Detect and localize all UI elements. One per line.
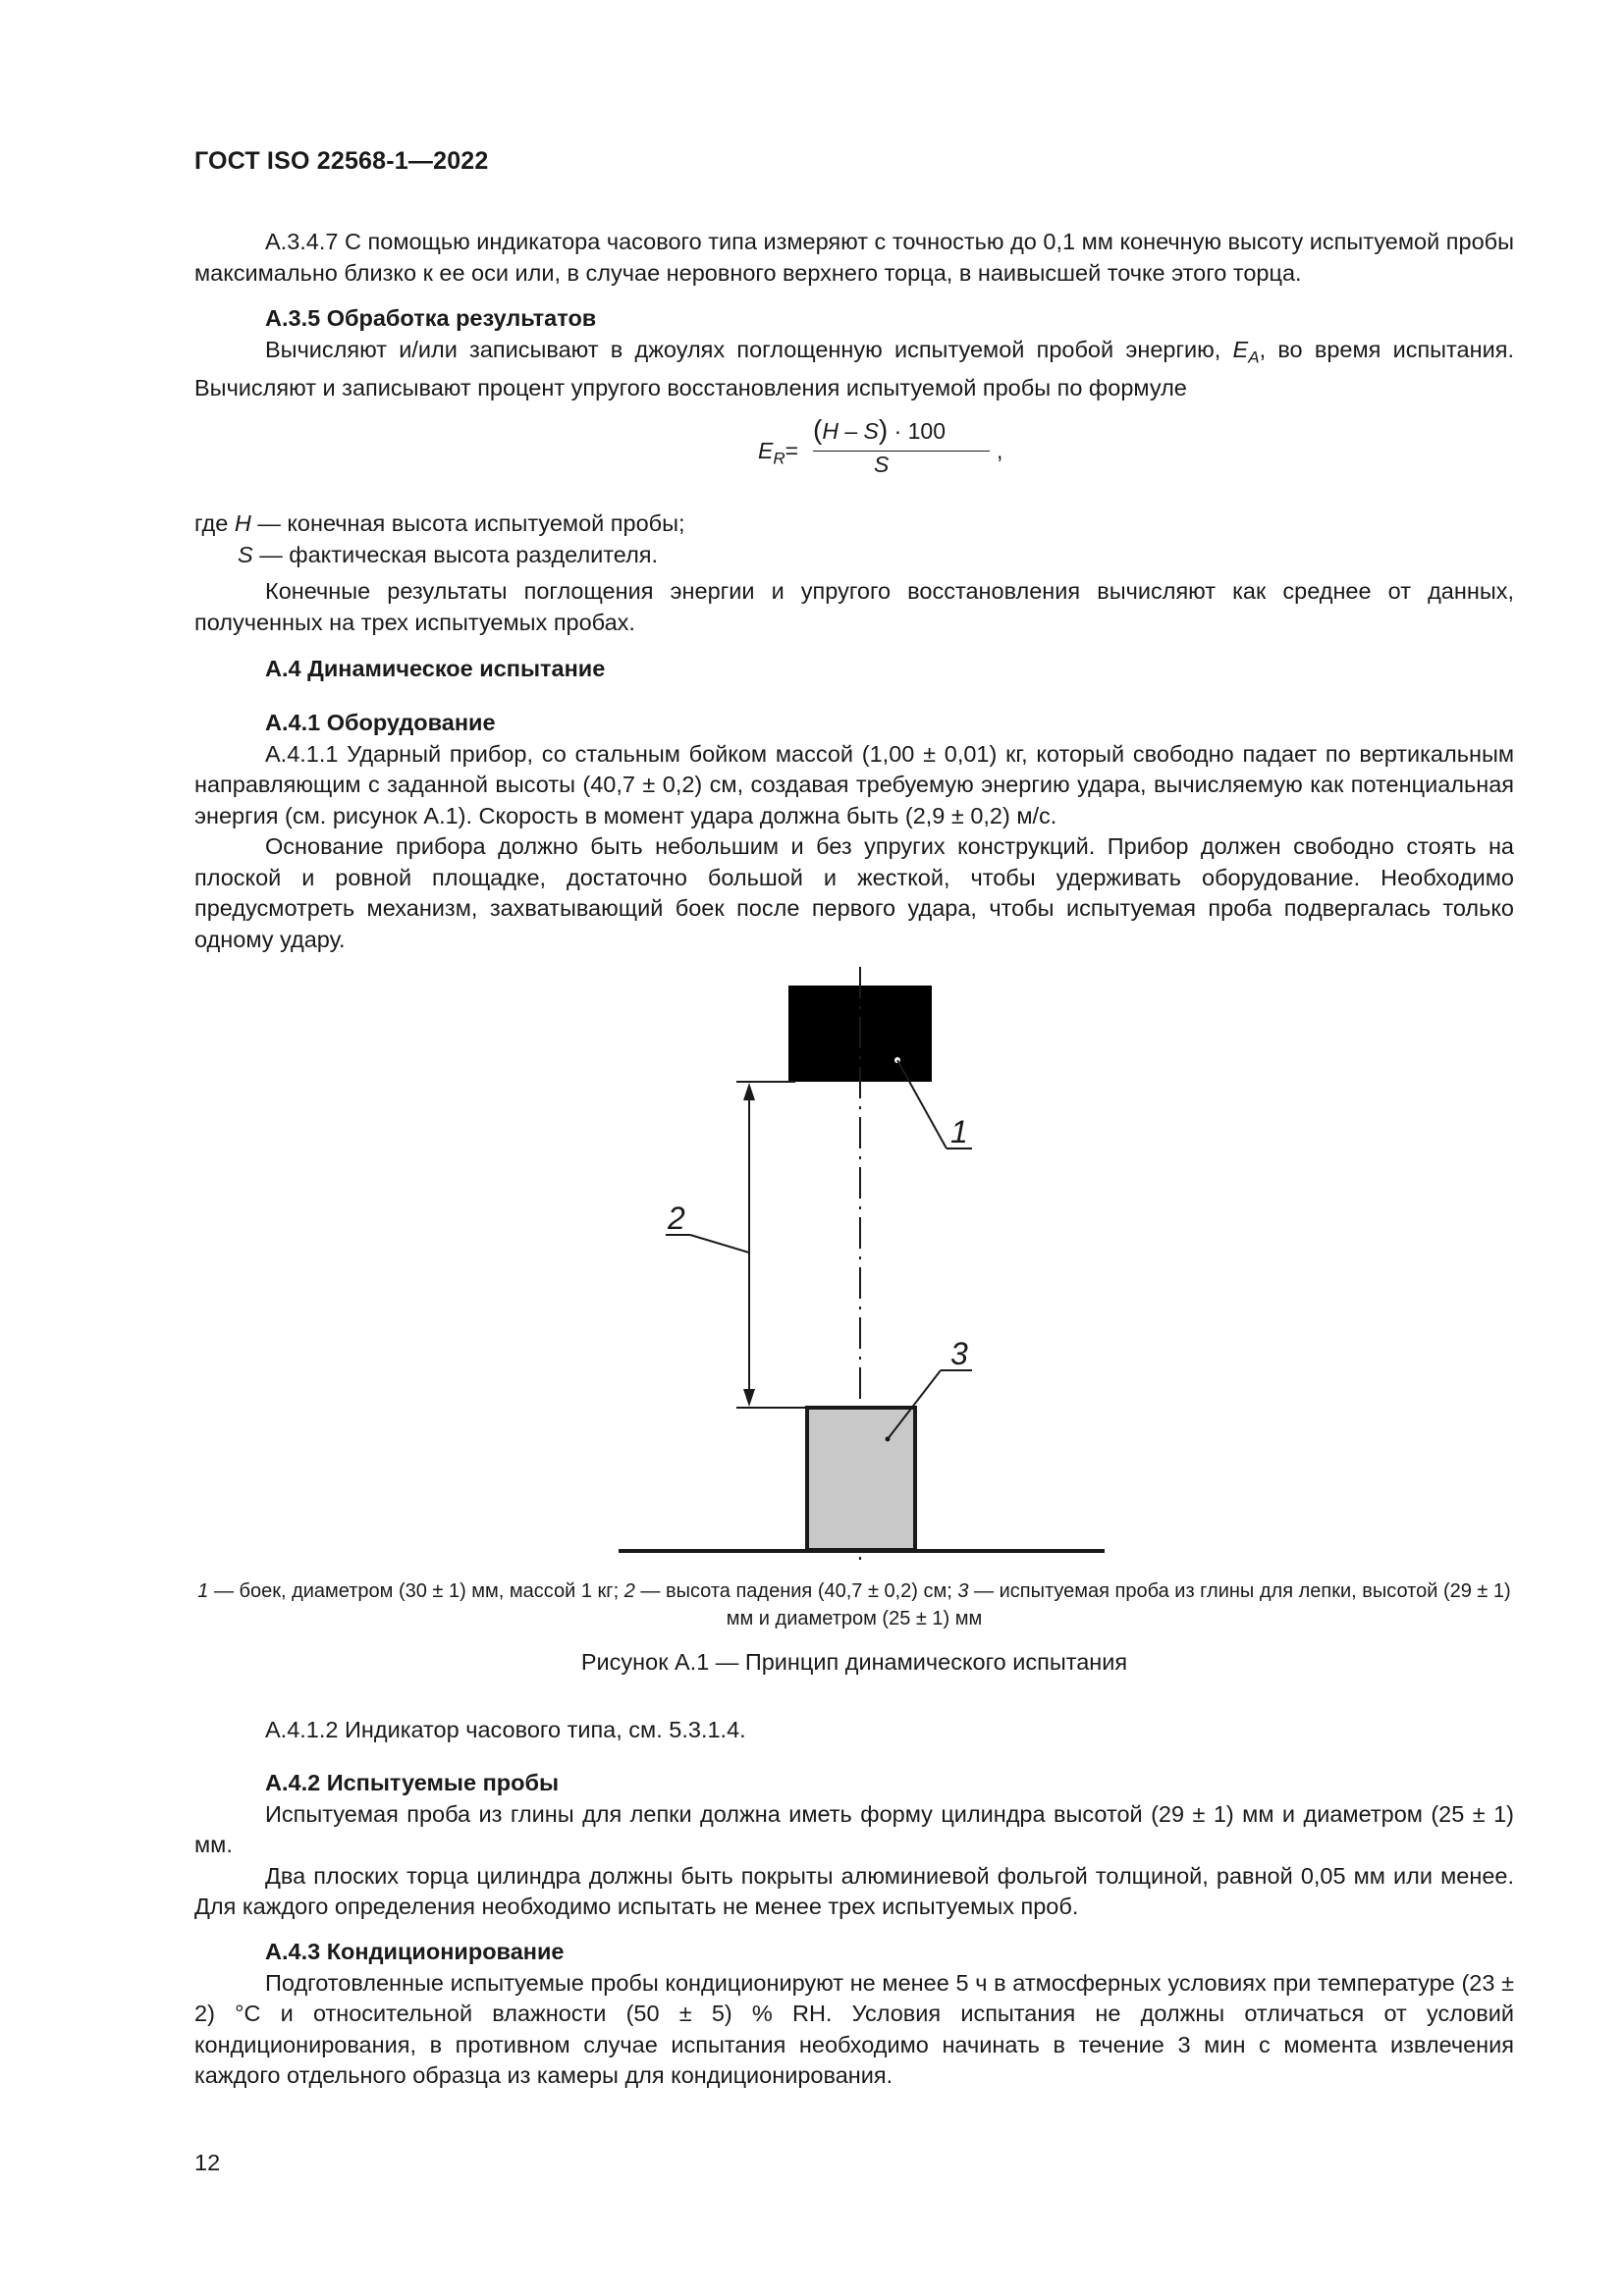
formula-denominator: S xyxy=(874,452,890,477)
paragraph-a35-2: Конечные результаты поглощения энергии и упругого восстановления вычисляют как среднее от данных, полученных на трех испытуемых пробах. xyxy=(194,578,1514,635)
formula-minus: – xyxy=(838,418,864,444)
heading-a43: А.4.3 Кондиционирование xyxy=(265,1939,565,1964)
dimension-arrow-top xyxy=(743,1083,755,1100)
document-header: ГОСТ ISO 22568-1—2022 xyxy=(194,147,489,175)
formula-comma: , xyxy=(997,438,1003,463)
legend-text-3: — испытуемая проба из глины для лепки, высотой (29 ± 1) мм и диаметром (25 ± 1) мм xyxy=(726,1580,1511,1629)
formula-times: · 100 xyxy=(888,418,947,444)
figure-legend xyxy=(194,1577,1514,1632)
formula-s: S xyxy=(863,418,879,444)
text-a35-1b: , во время испытания. Вычисляют и записывают процент упругого восстановления испытуемой пробы по формуле xyxy=(194,336,1514,400)
formula-e: E xyxy=(758,438,774,463)
figure-title: Рисунок А.1 — Принцип динамического испытания xyxy=(580,1649,1128,1675)
formula-h: H xyxy=(822,418,839,444)
formula-paren-open: ( xyxy=(813,414,823,445)
heading-a4: А.4 Динамическое испытание xyxy=(265,656,606,681)
symbol-ea: E xyxy=(1232,336,1249,362)
formula-paren-close: ) xyxy=(878,414,889,445)
where-desc-h: — конечная высота испытуемой пробы; xyxy=(250,510,685,536)
text-a35-1a: Вычисляют и/или записывают в джоулях поглощенную испытуемой пробой энергию, xyxy=(265,336,1233,362)
legend-num-2: 2 xyxy=(623,1580,635,1602)
paragraph-a411-2: Основание прибора должно быть небольшим и без упругих конструкций. Прибор должен свободно стоять на плоской и ровной площадке, достаточно большой и жесткой, чтобы удерживать оборудование. Необходимо предусмотреть механизм, захватывающий боек после первого удара, чтобы испытуемая проба подвергалась только одному удару. xyxy=(194,833,1514,952)
legend-num-3: 3 xyxy=(957,1580,969,1602)
legend-text-1: — боек, диаметром (30 ± 1) мм, массой 1 кг; xyxy=(208,1580,624,1602)
section-a412 xyxy=(194,1715,1514,1746)
paragraph-a347: А.3.4.7 С помощью индикатора часового типа измеряют с точностью до 0,1 мм конечную высоту испытуемой пробы максимально близко к ее оси или, в случае неровного верхнего торца, в наивысшей точке этого торца. xyxy=(194,229,1514,286)
where-sym-h: H xyxy=(234,510,251,536)
page-number: 12 xyxy=(194,2150,221,2175)
symbol-ea-sub: A xyxy=(1248,347,1260,367)
paragraph-a411: А.4.1.1 Ударный прибор, со стальным бойком массой (1,00 ± 0,01) кг, который свободно падает по вертикальным направляющим с заданной высоты (40,7 ± 0,2) см, создавая требуемую энергию удара, вычисляемую как потенциальная энергия (см. рисунок А.1). Скорость в момент удара должна быть (2,9 ± 0,2) м/с. xyxy=(194,740,1514,828)
paragraph-a412: А.4.1.2 Индикатор часового типа, см. 5.3.1.4. xyxy=(265,1717,746,1742)
legend-num-1: 1 xyxy=(197,1580,209,1602)
where-desc-s: — фактическая высота разделителя. xyxy=(252,541,659,567)
dimension-arrow-bottom xyxy=(743,1389,755,1407)
legend-text-2: — высота падения (40,7 ± 0,2) см; xyxy=(634,1580,958,1602)
formula-equals: = xyxy=(785,438,799,463)
where-prefix: где xyxy=(194,510,235,536)
where-sym-s: S xyxy=(238,541,253,567)
paragraph-a42-2: Два плоских торца цилиндра должны быть покрыты алюминиевой фольгой толщиной, равной 0,05 мм или менее. Для каждого определения необходимо испытать не менее трех испытуемых проб. xyxy=(194,1862,1514,1919)
label-1: 1 xyxy=(950,1114,968,1149)
heading-a35: А.3.5 Обработка результатов xyxy=(265,305,597,331)
label-3: 3 xyxy=(950,1336,968,1371)
paragraph-a42-1: Испытуемая проба из глины для лепки должна иметь форму цилиндра высотой (29 ± 1) мм и диаметром (25 ± 1) мм. xyxy=(194,1800,1514,1857)
leader-2 xyxy=(690,1235,749,1253)
formula-e-sub: R xyxy=(773,449,785,468)
paragraph-a43-1: Подготовленные испытуемые пробы кондиционируют не менее 5 ч в атмосферных условиях при температуре (23 ± 2) °C и относительной влажности (50 ± 5) % RH. Условия испытания не должны отличаться от условий кондиционирования, в противном случае испытания необходимо начинать в течение 3 мин с момента извлечения каждого отдельного образца из камеры для кондиционирования. xyxy=(194,1969,1514,2088)
label-2: 2 xyxy=(668,1201,685,1236)
section-a42 xyxy=(194,1768,1514,1923)
heading-a41: А.4.1 Оборудование xyxy=(265,710,496,735)
section-a43 xyxy=(194,1937,1514,2092)
heading-a42: А.4.2 Испытуемые пробы xyxy=(265,1770,560,1795)
specimen-block xyxy=(807,1408,915,1550)
